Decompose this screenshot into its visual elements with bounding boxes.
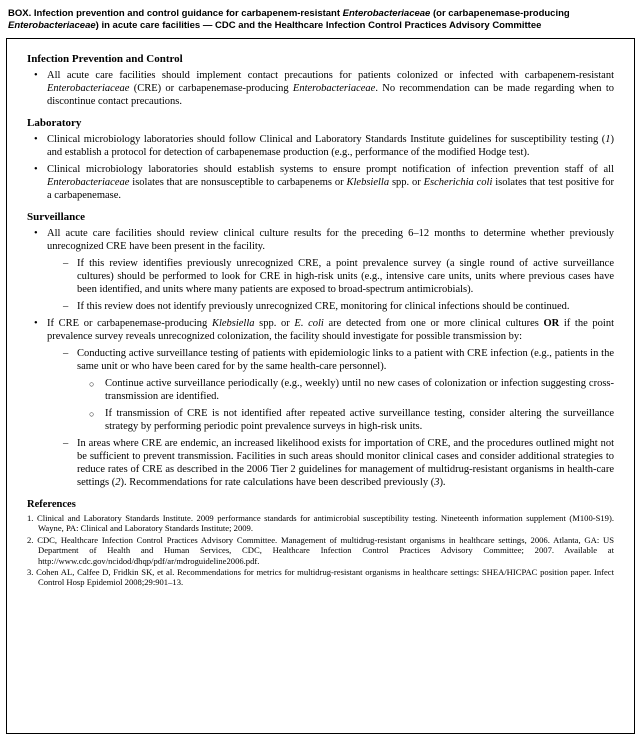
- section-surveillance: [27, 210, 614, 489]
- bullet-marker: •: [34, 134, 38, 145]
- list-item: [27, 69, 614, 108]
- list-item: [27, 133, 614, 159]
- section-heading: Infection Prevention and Control: [27, 53, 183, 65]
- list-item-text: Conducting active surveillance testing of patients with epidemiologic links to a patient with CRE infection (e.g., patients in the same unit or who have been cared for by the same health-care personnel).: [77, 348, 614, 372]
- sub-sub-list-item: [27, 407, 614, 433]
- references-section: [27, 498, 614, 588]
- sub-list-item: [27, 300, 614, 313]
- dash-marker: –: [63, 348, 69, 359]
- list-item: [27, 317, 614, 343]
- references-heading: References: [27, 499, 76, 510]
- circle-marker: ○: [89, 379, 95, 389]
- list-item-text: If this review does not identify previously unrecognized CRE, monitoring for clinical infections should be continued.: [77, 301, 570, 312]
- box-title: BOX. Infection prevention and control guidance for carbapenem-resistant Enterobacteriaceae (or carbapenemase-producing Enterobacteriaceae) in acute care facilities — CDC and the Healthcare Infection Control Practices Advisory Committee: [8, 8, 570, 31]
- list-item-text: If transmission of CRE is not identified after repeated active surveillance testing, consider altering the surveillance strategy by performing periodic point prevalence surveys in high-risk units.: [105, 408, 614, 432]
- list-item-text: In areas where CRE are endemic, an increased likelihood exists for importation of CRE, and the procedures outlined might not be sufficient to prevent transmission. Facilities in such areas should monitor clinical cases and consider additional strategies to reduce rates of CRE as described in the 2006 Tier 2 guidelines for management of multidrug-resistant organisms in health-care settings (2). Recommendations for rate calculations have been described previously (3).: [77, 438, 614, 488]
- list-item-text: All acute care facilities should implement contact precautions for patients colonized or infected with carbapenem-resistant Enterobacteriaceae (CRE) or carbapenemase-producing Enterobacteriaceae. No recommendation can be made regarding when to discontinue contact precautions.: [47, 70, 614, 107]
- circle-marker: ○: [89, 409, 95, 419]
- section-heading: Surveillance: [27, 211, 86, 223]
- bullet-marker: •: [34, 318, 38, 329]
- list-item-text: Clinical microbiology laboratories should establish systems to ensure prompt notification of infection prevention staff of all Enterobacteriaceae isolates that are nonsusceptible to carbapenems or Klebsiella spp. or Escherichia coli isolates that test positive for a carbapenemase.: [47, 164, 614, 201]
- dash-marker: –: [63, 258, 69, 269]
- list-item-text: All acute care facilities should review clinical culture results for the preceding 6–12 months to determine whether previously unrecognized CRE have been present in the facility.: [47, 228, 614, 252]
- reference-item: 2. CDC, Healthcare Infection Control Practices Advisory Committee. Management of multidrug-resistant organisms in healthcare settings, 2006. Atlanta, GA: US Department of Health and Human Services, CDC, Healthcare Infection Control Practices Advisory Committee; 2007. Available at http://www.cdc.gov/ncidod/dhqp/pdf/ar/mdroguideline2006.pdf.: [27, 534, 614, 566]
- bullet-marker: •: [34, 164, 38, 175]
- reference-item: 3. Cohen AL, Calfee D, Fridkin SK, et al. Recommendations for metrics for multidrug-resistant organisms in healthcare settings: SHEA/HICPAC position paper. Infect Control Hosp Epidemiol 2008;29:901–13.: [27, 567, 614, 588]
- sub-list-item: [27, 437, 614, 489]
- reference-item: 1. Clinical and Laboratory Standards Institute. 2009 performance standards for antimicrobial susceptibility testing. Nineteenth information supplement (M100-S19). Wayne, PA: Clinical and Laboratory Standards Institute; 2009.: [27, 513, 614, 534]
- sub-list-item: [27, 257, 614, 296]
- dash-marker: –: [63, 301, 69, 312]
- guidance-box: [6, 38, 635, 734]
- list-item-text: If CRE or carbapenemase-producing Klebsiella spp. or E. coli are detected from one or more clinical cultures OR if the point prevalence survey reveals unrecognized colonization, the facility should investigate for possible transmission by:: [47, 318, 614, 342]
- dash-marker: –: [63, 438, 69, 449]
- list-item: [27, 227, 614, 253]
- sub-sub-list-item: [27, 377, 614, 403]
- section-infection-prevention-and-control: [27, 52, 614, 108]
- list-item: [27, 163, 614, 202]
- section-heading: Laboratory: [27, 117, 82, 129]
- bullet-marker: •: [34, 228, 38, 239]
- sub-list-item: [27, 347, 614, 373]
- section-laboratory: [27, 116, 614, 202]
- list-item-text: Continue active surveillance periodically (e.g., weekly) until no new cases of colonization or infection suggesting cross-transmission are identified.: [105, 378, 614, 402]
- list-item-text: Clinical microbiology laboratories should follow Clinical and Laboratory Standards Institute guidelines for susceptibility testing (1) and establish a protocol for detection of carbapenemase production (e.g., performance of the modified Hodge test).: [47, 134, 614, 158]
- list-item-text: If this review identifies previously unrecognized CRE, a point prevalence survey (a single round of active surveillance cultures) should be performed to look for CRE in high-risk units (e.g., intensive care units, units where previous cases have been identified, and units where many patients are exposed to broad-spectrum antimicrobials).: [77, 258, 614, 295]
- bullet-marker: •: [34, 70, 38, 81]
